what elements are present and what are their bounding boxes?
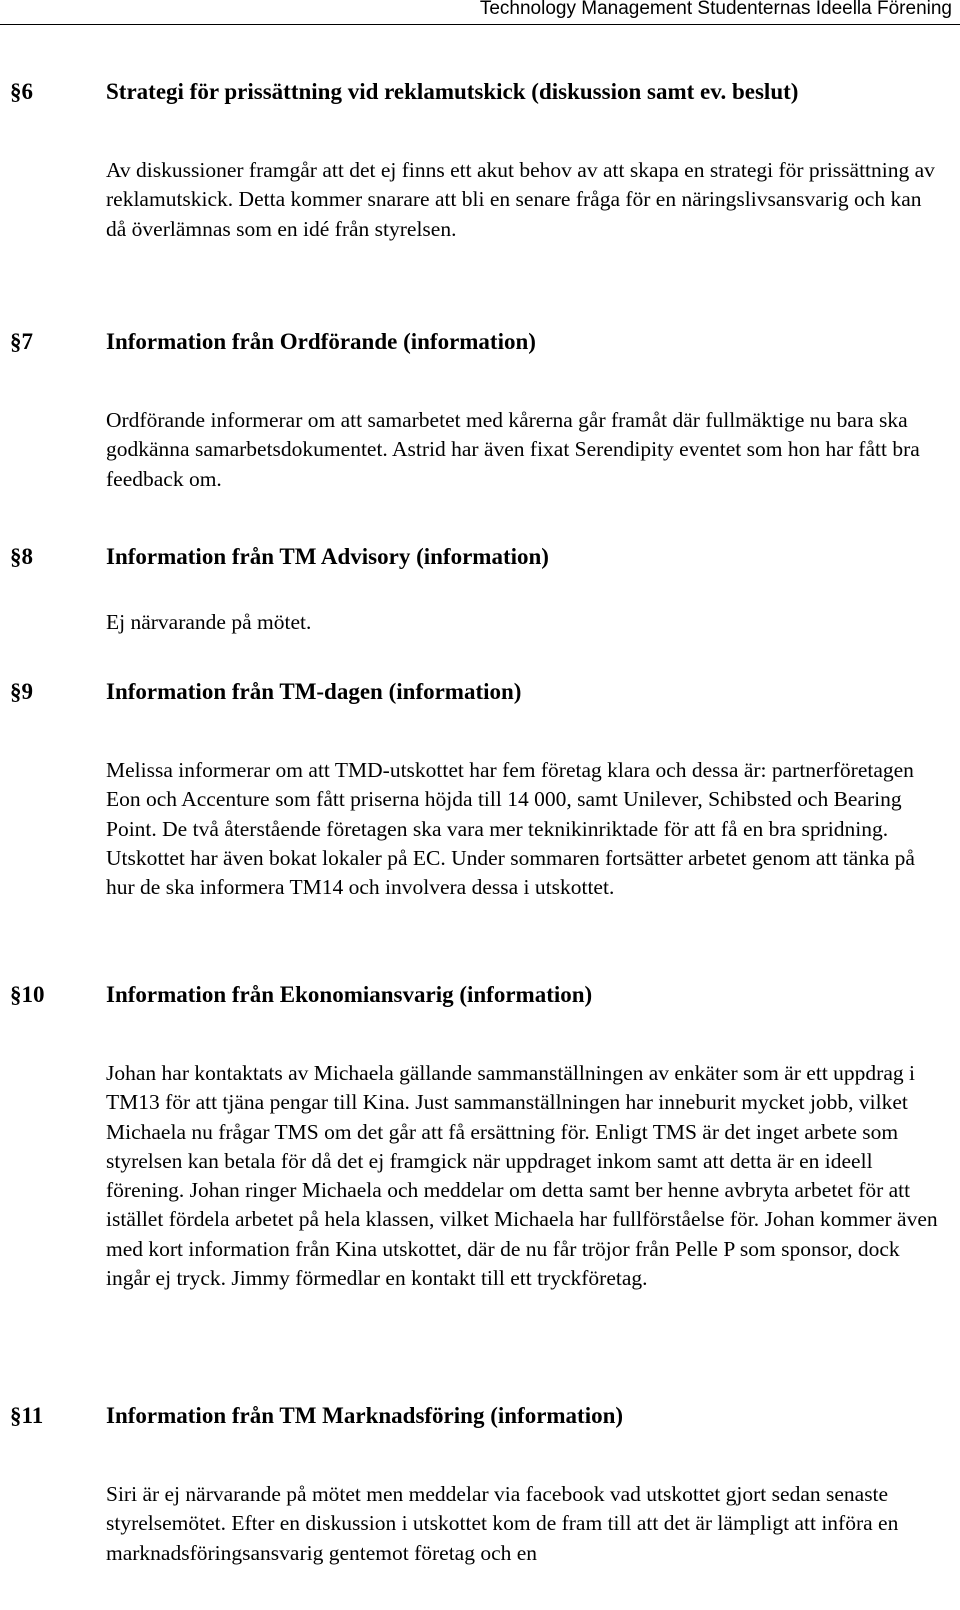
section-8 xyxy=(0,541,960,634)
section-title: Information från TM-dagen (information) xyxy=(106,679,522,704)
section-body: Ordförande informerar om att samarbetet med kårerna går framåt där fullmäktige nu bara ska godkänna samarbetsdokumentet. Astrid har även fixat Serendipity eventet som hon har fått bra feedback om. xyxy=(106,408,920,491)
section-title: Strategi för prissättning vid reklamutskick (diskussion samt ev. beslut) xyxy=(106,79,799,104)
section-body: Siri är ej närvarande på mötet men meddelar via facebook vad utskottet gjort sedan senaste styrelsemötet. Efter en diskussion i utskottet kom de fram till att det är lämpligt att införa en marknadsföringsansvarig gentemot företag och en xyxy=(106,1482,899,1565)
section-title: Information från Ekonomiansvarig (information) xyxy=(106,982,593,1007)
section-6 xyxy=(0,76,960,241)
section-number: §11 xyxy=(10,1403,44,1428)
section-body: Ej närvarande på mötet. xyxy=(106,610,312,634)
section-10 xyxy=(0,979,960,1291)
section-9 xyxy=(0,676,960,900)
section-title: Information från TM Advisory (information) xyxy=(106,544,549,569)
section-heading xyxy=(0,541,960,573)
section-11 xyxy=(0,1400,960,1565)
organization-name: Technology Management Studenternas Ideella Förening xyxy=(479,0,952,19)
section-heading xyxy=(0,76,960,108)
page-header xyxy=(0,0,960,26)
header-divider xyxy=(0,24,960,25)
section-body: Melissa informerar om att TMD-utskottet har fem företag klara och dessa är: partnerföretagen Eon och Accenture som fått priserna höjda till 14 000, samt Unilever, Schibsted och Bearing Point. De två återstående företagen ska vara mer teknikinriktade för att få en bra spridning. Utskottet har även bokat lokaler på EC. Under sommaren fortsätter arbetet genom att tänka på hur de ska informera TM14 och involvera dessa i utskottet. xyxy=(106,758,915,900)
section-heading xyxy=(0,1400,960,1432)
section-title: Information från Ordförande (information) xyxy=(106,329,536,354)
section-7 xyxy=(0,326,960,491)
section-number: §6 xyxy=(10,79,33,104)
section-body: Johan har kontaktats av Michaela gällande sammanställningen av enkäter som är ett uppdrag i TM13 för att tjäna pengar till Kina. Just sammanställningen har inneburit mycket jobb, vilket Michaela nu frågar TMS om det går att få ersättning för. Enligt TMS är det inget arbete som styrelsen kan betala för då det ej framgick när uppdraget inkom samt att detta är en ideell förening. Johan ringer Michaela och meddelar om detta samt ber henne avbryta arbetet för att istället fördela arbetet på hela klassen, vilket Michaela har fullförståelse för. Johan kommer även med kort information från Kina utskottet, där de nu får tröjor från Pelle P som sponsor, dock ingår ej tryck. Jimmy förmedlar en kontakt till ett tryckföretag. xyxy=(106,1061,938,1291)
section-heading xyxy=(0,326,960,358)
section-body: Av diskussioner framgår att det ej finns ett akut behov av att skapa en strategi för prissättning av reklamutskick. Detta kommer snarare att bli en senare fråga för en näringslivsansvarig och kan då överlämnas som en idé från styrelsen. xyxy=(106,158,935,241)
section-heading xyxy=(0,676,960,708)
section-title: Information från TM Marknadsföring (information) xyxy=(106,1403,624,1428)
section-number: §9 xyxy=(10,679,33,704)
section-number: §10 xyxy=(10,982,45,1007)
section-heading xyxy=(0,979,960,1011)
section-number: §8 xyxy=(10,544,33,569)
section-number: §7 xyxy=(10,329,33,354)
